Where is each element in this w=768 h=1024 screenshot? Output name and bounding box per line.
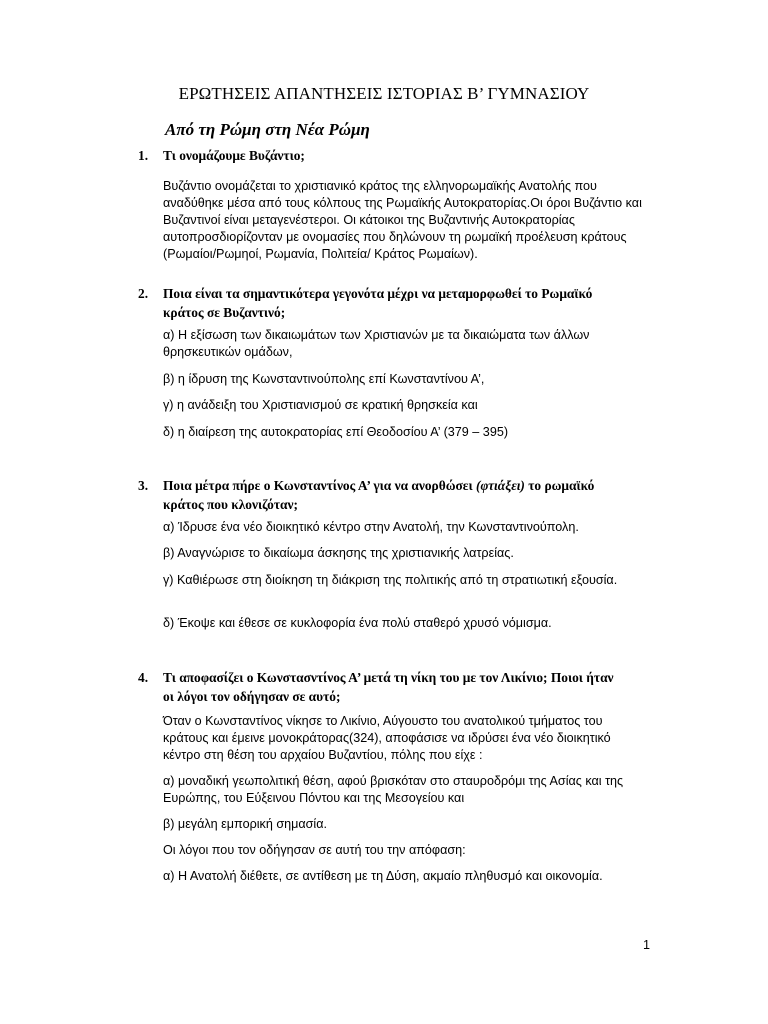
answer-paragraph: δ) η διαίρεση της αυτοκρατορίας επί Θεοδοσίου Α’ (379 – 395): [163, 425, 509, 439]
answer-paragraph: β) η ίδρυση της Κωνσταντινούπολης επί Κωνσταντίνου Α’,: [163, 372, 485, 386]
answer-paragraph: δ) Έκοψε και έθεσε σε κυκλοφορία ένα πολύ σταθερό χρυσό νόμισμα.: [163, 616, 552, 630]
answer-paragraph: γ) η ανάδειξη του Χριστιανισμού σε κρατική θρησκεία και: [163, 398, 478, 412]
question-3: [138, 476, 618, 514]
answer-paragraph: α) Η εξίσωση των δικαιωμάτων των Χριστιανών με τα δικαιώματα των άλλων θρησκευτικών ομάδων,: [163, 328, 590, 359]
answer-paragraph: β) Αναγνώρισε το δικαίωμα άσκησης της χριστιανικής λατρείας.: [163, 546, 514, 560]
page-number: 1: [642, 938, 650, 952]
question-4: [138, 668, 623, 706]
question-1: [138, 146, 618, 165]
answer-paragraph: γ) Καθιέρωσε στη διοίκηση τη διάκριση της πολιτικής από τη στρατιωτική εξουσία.: [163, 573, 618, 587]
question-text: Τι αποφασίζει ο Κωνστασντίνος Α’ μετά τη νίκη του με τον Λικίνιο; Ποιοι ήταν οι λόγοι τον οδήγησαν σε αυτό;: [163, 670, 614, 704]
answer-paragraph: α) μοναδική γεωπολιτική θέση, αφού βρισκόταν στο σταυροδρόμι της Ασίας και της Ευρώπης, του Εύξεινου Πόντου και της Μεσογείου και: [163, 774, 624, 805]
question-text: το ρωμαϊκό κράτος που κλονιζόταν;: [163, 478, 595, 512]
answer-paragraph: β) μεγάλη εμπορική σημασία.: [163, 817, 327, 831]
question-2: [138, 284, 618, 322]
question-text: Ποια είναι τα σημαντικότερα γεγονότα μέχρι να μεταμορφωθεί το Ρωμαϊκό κράτος σε Βυζαντινό;: [163, 286, 593, 320]
answer-paragraph: Βυζάντιο ονομάζεται το χριστιανικό κράτος της ελληνορωμαϊκής Ανατολής που αναδύθηκε μέσα από τους κόλπους της Ρωμαϊκής Αυτοκρατορίας.Οι όροι Βυζάντιο και Βυζαντινοί είναι μεταγενέστεροι. Οι κάτοικοι της Βυζαντινής Αυτοκρατορίας αυτοπροσδιορίζονταν με ονομασίες που δηλώνουν τη ρωμαϊκή προέλευση κράτους (Ρωμαίοι/Ρωμηοί, Ρωμανία, Πολιτεία/ Κράτος Ρωμαίων).: [163, 179, 642, 261]
section-subtitle: Από τη Ρώμη στη Νέα Ρώμη: [165, 120, 370, 139]
question-number: 2.: [138, 286, 149, 301]
answer-paragraph: Όταν ο Κωνσταντίνος νίκησε το Λικίνιο, Αύγουστο του ανατολικού τμήματος του κράτους και έμεινε μονοκράτορας(324), αποφάσισε να ιδρύσει ένα νέο διοικητικό κέντρο στη θέση του αρχαίου Βυζαντίου, πόλης που είχε :: [163, 714, 611, 762]
question-text: Τι ονομάζουμε Βυζάντιο;: [163, 148, 305, 163]
question-number: 1.: [138, 148, 149, 163]
answer-paragraph: Οι λόγοι που τον οδήγησαν σε αυτή του την απόφαση:: [163, 843, 466, 857]
question-text: Ποια μέτρα πήρε ο Κωνσταντίνος Α’ για να ανορθώσει: [163, 478, 477, 493]
answer-paragraph: α) Η Ανατολή διέθετε, σε αντίθεση με τη Δύση, ακμαίο πληθυσμό και οικονομία.: [163, 869, 603, 883]
answer-paragraph: α) Ίδρυσε ένα νέο διοικητικό κέντρο στην Ανατολή, την Κωνσταντινούπολη.: [163, 520, 579, 534]
question-number: 3.: [138, 478, 149, 493]
question-text-emphasis: (φτιάξει): [476, 478, 525, 493]
question-number: 4.: [138, 670, 149, 685]
document-title: ΕΡΩΤΗΣΕΙΣ ΑΠΑΝΤΗΣΕΙΣ ΙΣΤΟΡΙΑΣ Β’ ΓΥΜΝΑΣΙΟΥ: [178, 84, 590, 103]
